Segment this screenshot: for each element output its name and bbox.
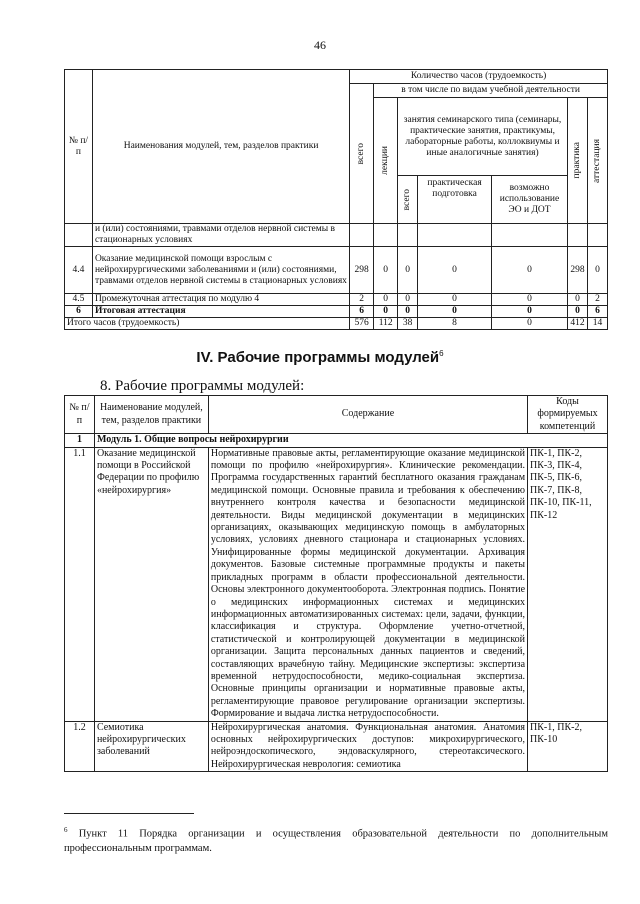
- header-practice: практика: [571, 142, 582, 179]
- header-total-cell: [350, 84, 374, 224]
- hours-table: [64, 69, 608, 330]
- table-row: 6 Итоговая аттестация 6 0 0 0 0 0 6: [65, 306, 608, 318]
- header-attestation-cell: [587, 98, 607, 224]
- header-codes: Коды формируемых компетенций: [528, 396, 608, 434]
- section-title: IV. Рабочие программы модулей$^6$: [196, 349, 444, 366]
- footnote-mark: 6: [64, 826, 68, 834]
- total-row: Итого часов (трудоемкость) 576 112 38 8 0 412 14: [65, 318, 608, 330]
- header-practical-prep: практическая подготовка: [418, 176, 492, 224]
- table-row: 4.5 Промежуточная аттестация по модулю 4 2 0 0 0 0 0 2: [65, 294, 608, 306]
- table-row: 1.1 Оказание медицинской помощи в Российской Федерации по профилю «нейрохирургия» Нормативные правовые акты, регламентирующие оказание медицинской помощи по профилю «нейрохирургия». Клинические рекомендации. Программа государственных гарантий бесплатного оказания гражданам медицинской помощи. Основные правила и требования к обеспечению внутреннего контроля качества и безопасности медицинской деятельности. Виды медицинской документации в медицинских организациях, оказывающих медицинскую помощь в амбулаторных условиях, условиях дневного стационара и стационарных условиях. Унифицированные формы медицинской документации. Архивация документов. Базовые системные программные продукты и пакеты прикладных программ в области профессиональной деятельности. Основы электронного документооборота. Электронная подпись. Понятие о медицинских информационных системах и медицинских информационных автоматизированных системах: цели, задачи, функции, классификация и структура. Оформление учетно-отчетной, статистической и контролирующей документации в медицинской организации. Защита персональных данных пациентов и сведений, составляющих врачебную тайну. Медицинские экспертизы: экспертиза временной нетрудоспособности, медико-социальная экспертиза. Основные принципы организации и нормативные правовые акты, регламентирующие правовое регулирование организации экспертизы. Формирование и выдача листка нетрудоспособности. ПК-1, ПК-2, ПК-3, ПК-4, ПК-5, ПК-6, ПК-7, ПК-8, ПК-10, ПК-11, ПК-12: [65, 447, 608, 721]
- header-lectures-cell: [374, 98, 398, 224]
- footnote-divider: [64, 813, 194, 814]
- footnote-text: Пункт 11 Порядка организации и осуществления образовательной деятельности по дополнительным профессиональным программам.: [64, 828, 608, 854]
- table-row: 1.2 Семиотика нейрохирургических заболеваний Нейрохирургическая анатомия. Функциональная анатомия. Анатомия основных нейрохирургических доступов: микрохирургического, нейроэндоскопического, эндоваскулярного, стереотаксического. Нейрохирургическая неврология: семиотика ПК-1, ПК-2, ПК-10: [65, 721, 608, 772]
- header-lectures: лекции: [380, 146, 391, 175]
- header-name: Наименования модулей, тем, разделов практики: [92, 70, 349, 224]
- header-distance: возможно использование ЭО и ДОТ: [492, 176, 568, 224]
- page-number: 46: [314, 38, 326, 52]
- header-attestation: аттестация: [591, 138, 602, 183]
- header-seminar-total: всего: [402, 188, 413, 211]
- header-total: всего: [356, 142, 367, 165]
- header-num: № п/п: [65, 396, 95, 434]
- continuation-num: [65, 224, 93, 247]
- header-num: № п/п: [65, 70, 93, 224]
- subsection-title: 8. Рабочие программы модулей:: [100, 378, 305, 394]
- header-content: Содержание: [208, 396, 527, 434]
- header-practice-cell: [567, 98, 587, 224]
- header-seminar-total-cell: [398, 176, 418, 224]
- header-hours-group: Количество часов (трудоемкость): [350, 70, 608, 84]
- header-incl-by-type: в том числе по видам учебной деятельности: [374, 84, 608, 98]
- continuation-text: и (или) состояниями, травмами отделов нервной системы в стационарных условиях: [92, 224, 349, 247]
- header-seminar: занятия семинарского типа (семинары, практические занятия, практикумы, лабораторные работы, коллоквиумы и иные аналогичные занятия): [398, 98, 568, 176]
- table-row: 4.4 Оказание медицинской помощи взрослым с нейрохирургическими заболеваниями и (или) состояниями, травмами отделов нервной системы в стационарных условиях 298 0 0 0 0 298 0: [65, 247, 608, 294]
- module-row: 1 Модуль 1. Общие вопросы нейрохирургии: [65, 434, 608, 447]
- footnote-ref[interactable]: 6: [439, 349, 444, 358]
- footnote: [64, 823, 608, 856]
- header-name: Наименование модулей, тем, разделов практики: [94, 396, 208, 434]
- program-table: [64, 395, 608, 772]
